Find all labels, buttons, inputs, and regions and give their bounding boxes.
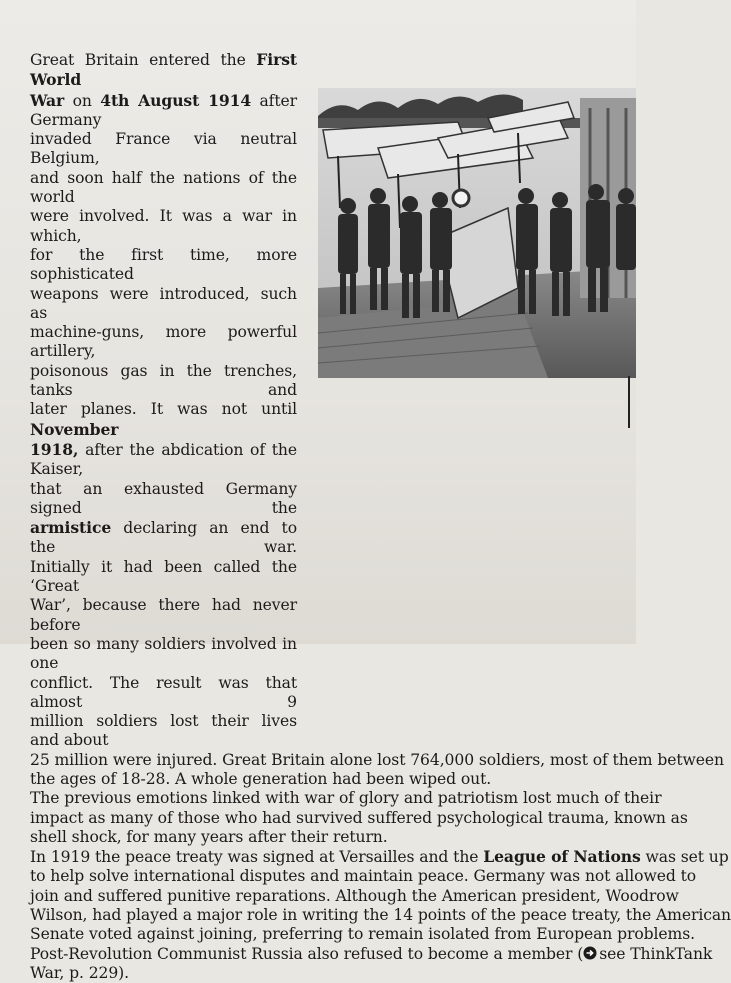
text-segment: 1918,	[30, 439, 79, 459]
text-segment: after the abdication of the Kaiser,	[30, 440, 297, 479]
text-line	[30, 770, 620, 789]
text-line	[30, 867, 697, 886]
text-line	[30, 480, 297, 519]
text-segment: to help solve international disputes and maintain peace. Germany was not allowed to	[30, 867, 697, 886]
text-segment: invaded France via neutral Belgium,	[30, 130, 297, 168]
text-line	[30, 285, 297, 324]
text-segment: War, p. 229).	[30, 963, 130, 982]
text-segment: In 1919 the peace treaty was signed at Versailles and the	[30, 848, 484, 867]
text-line	[30, 635, 297, 674]
text-segment: impact as many of those who had survived suffered psychological trauma, known as	[30, 808, 688, 827]
text-segment: were involved. It was a war in which,	[30, 207, 297, 245]
arrow-circle-icon	[583, 945, 599, 963]
paragraph-1-continuation	[30, 750, 724, 790]
text-segment: declaring an end to the war.	[30, 519, 297, 557]
margin-marker	[628, 376, 630, 428]
text-segment: poisonous gas in the trenches, tanks and	[30, 361, 297, 400]
text-line	[30, 400, 297, 440]
text-segment: 4th August 1914	[100, 90, 252, 110]
text-line	[30, 91, 297, 131]
text-line	[30, 558, 297, 597]
text-line	[30, 944, 713, 964]
text-segment: 25 million were injured. Great Britain alone lost 764,000 soldiers, most of them between	[30, 750, 724, 769]
text-segment: after Germany	[30, 91, 298, 129]
text-line	[30, 847, 729, 867]
text-segment: million soldiers lost their lives and about	[30, 712, 297, 750]
text-line	[30, 808, 688, 828]
text-segment: League of Nations	[483, 847, 641, 867]
text-line	[30, 596, 297, 635]
text-line	[30, 964, 620, 983]
text-line	[30, 712, 297, 751]
text-segment: shell shock, for many years after their return.	[30, 827, 388, 846]
text-line	[30, 362, 297, 401]
paragraph-2	[30, 789, 688, 847]
text-line	[30, 50, 297, 91]
text-line	[30, 323, 297, 362]
text-segment: on	[64, 91, 101, 110]
text-segment: Initially it had been called the ‘Great	[30, 557, 297, 596]
text-line	[30, 906, 731, 925]
article-text	[30, 50, 731, 983]
text-line	[30, 886, 679, 906]
text-segment: the ages of 18-28. A whole generation had been wiped out.	[30, 769, 492, 788]
text-segment: Wilson, had played a major role in writing the 14 points of the peace treaty, the American	[30, 906, 731, 925]
text-line	[30, 440, 297, 480]
text-segment: Post-Revolution Communist Russia also refused to become a member (	[30, 944, 584, 963]
text-line	[30, 925, 695, 944]
text-segment: Senate voted against joining, preferring to remain isolated from European problems.	[30, 925, 695, 944]
text-segment: conflict. The result was that almost 9	[30, 673, 297, 711]
text-line	[30, 518, 297, 558]
text-line	[30, 207, 297, 246]
paragraph-3	[30, 847, 731, 983]
text-segment: weapons were introduced, such as	[30, 284, 297, 322]
text-segment: for the first time, more sophisticated	[30, 245, 297, 284]
text-segment: November	[30, 419, 119, 439]
text-segment: armistice	[30, 518, 112, 538]
text-segment: The previous emotions linked with war of glory and patriotism lost much of their	[30, 789, 662, 808]
text-line	[30, 246, 297, 285]
text-segment: and soon half the nations of the world	[30, 168, 297, 207]
text-line	[30, 674, 297, 713]
text-line	[30, 828, 620, 847]
text-line	[30, 750, 724, 770]
text-segment: machine-guns, more powerful artillery,	[30, 323, 297, 361]
paragraph-1-column	[30, 50, 297, 751]
text-segment: later planes. It was not until	[30, 400, 297, 419]
text-line	[30, 169, 297, 208]
text-segment: see ThinkTank	[599, 944, 713, 963]
text-segment: War’, because there had never before	[30, 596, 297, 634]
text-segment: Great Britain entered the	[30, 51, 257, 69]
text-segment: was set up	[640, 848, 729, 867]
text-segment: been so many soldiers involved in one	[30, 634, 297, 673]
text-segment: First World	[30, 50, 297, 90]
text-segment: War	[30, 90, 65, 110]
text-segment: that an exhausted Germany signed the	[30, 479, 297, 517]
text-segment: join and suffered punitive reparations. Although the American president, Woodrow	[30, 886, 679, 905]
text-line	[30, 130, 297, 169]
text-line	[30, 789, 662, 808]
